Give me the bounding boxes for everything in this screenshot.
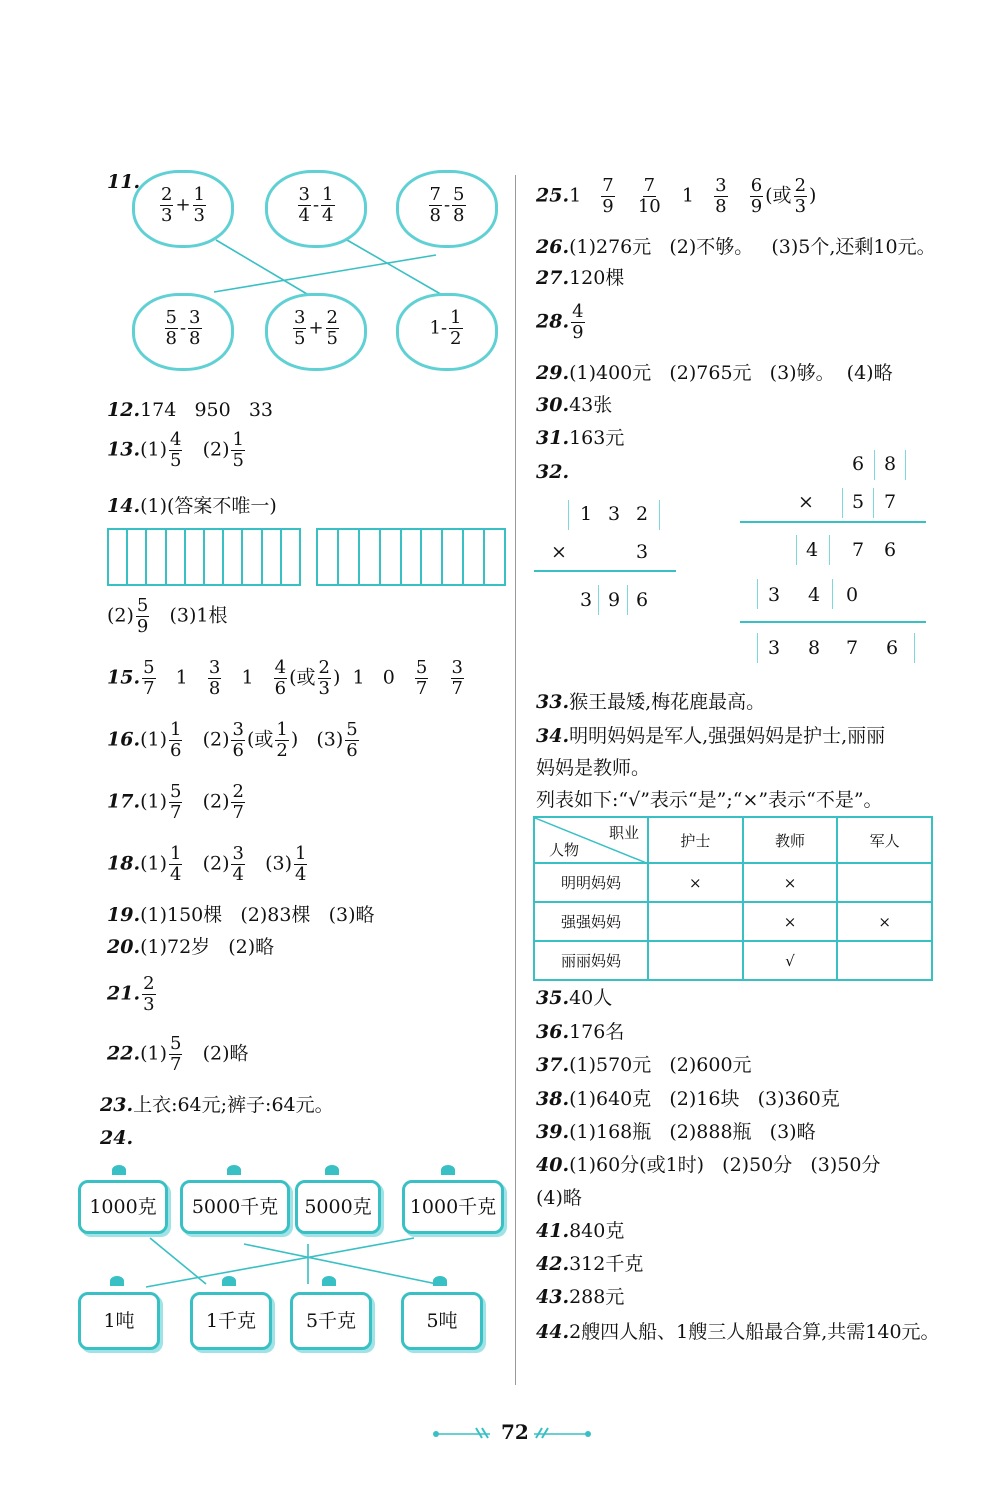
- q40-line2: (4)略: [536, 1187, 582, 1209]
- weight-knob: [227, 1165, 241, 1175]
- q15-answer: 15. $\frac{5}{7}$ 1 $\frac{3}{8}$ 1 $\frac{4}{6}$ (或 $\frac{2}{3}$ ) 1 0 $\frac{5}{7}$ $\frac{3}{7}$: [107, 657, 463, 699]
- q14-answer: 14.(1)(答案不唯一): [107, 495, 277, 517]
- weight-5kg: 5千克: [290, 1292, 372, 1350]
- weight-5000kg: 5000千克: [180, 1180, 290, 1234]
- q14-part2: (2) $\frac{5}{9}$ (3)1根: [107, 595, 228, 637]
- q34-line2: 妈妈是教师。: [536, 757, 651, 779]
- q37-answer: 37.(1)570元 (2)600元: [536, 1054, 752, 1076]
- q11-apple-1: $\frac{2}{3}$ + $\frac{1}{3}$: [132, 170, 234, 248]
- q11-number: 11.: [107, 171, 141, 193]
- weight-knob: [322, 1276, 336, 1286]
- q34-answer: 34.明明妈妈是军人,强强妈妈是护士,丽丽: [536, 725, 886, 747]
- q23-answer: 23.上衣:64元;裤子:64元。: [100, 1094, 334, 1116]
- q21-answer: 21. $\frac{2}{3}$: [107, 973, 155, 1015]
- table-cell: [837, 863, 932, 902]
- weight-knob: [222, 1276, 236, 1286]
- table-cell: [648, 902, 743, 941]
- q44-answer: 44.2艘四人船、1艘三人船最合算,共需140元。: [536, 1321, 940, 1343]
- weight-1t: 1吨: [78, 1292, 160, 1350]
- q22-answer: 22.(1) $\frac{5}{7}$ (2)略: [107, 1033, 249, 1075]
- weight-knob: [441, 1165, 455, 1175]
- q39-answer: 39.(1)168瓶 (2)888瓶 (3)略: [536, 1121, 816, 1143]
- weight-knob: [112, 1165, 126, 1175]
- table-cell: ×: [743, 863, 838, 902]
- table-corner-cell: [534, 817, 648, 863]
- table-cell: [837, 941, 932, 980]
- q40-answer: 40.(1)60分(或1时) (2)50分 (3)50分: [536, 1154, 881, 1176]
- q36-answer: 36.176名: [536, 1021, 625, 1043]
- table-cell: [648, 941, 743, 980]
- q11-apple-2: $\frac{3}{4}$ - $\frac{1}{4}$: [265, 170, 367, 248]
- q28-answer: 28. $\frac{4}{9}$: [536, 301, 584, 343]
- weight-knob: [325, 1165, 339, 1175]
- corner-top-label: 职业: [608, 824, 639, 842]
- table-cell: √: [743, 941, 838, 980]
- q33-answer: 33.猴王最矮,梅花鹿最高。: [536, 691, 766, 713]
- q42-answer: 42.312千克: [536, 1253, 644, 1275]
- q16-answer: 16.(1) $\frac{1}{6}$ (2) $\frac{3}{6}$ (或 $\frac{1}{2}$ ) (3) $\frac{5}{6}$: [107, 719, 358, 761]
- q11-apple-4: $\frac{5}{8}$ - $\frac{3}{8}$: [132, 293, 234, 371]
- q12-answer: 12.174 950 33: [107, 399, 274, 421]
- row-header: 强强妈妈: [534, 902, 648, 941]
- table-cell: ×: [648, 863, 743, 902]
- q18-answer: 18.(1) $\frac{1}{4}$ (2) $\frac{3}{4}$ (3) $\frac{1}{4}$: [107, 843, 307, 885]
- column-header: 护士: [648, 817, 743, 863]
- table-row: [534, 941, 932, 980]
- table-cell: ×: [837, 902, 932, 941]
- q27-answer: 27.120棵: [536, 267, 625, 289]
- q25-answer: 25.1 $\frac{7}{9}$ $\frac{7}{10}$ 1 $\frac{3}{8}$ $\frac{6}{9}$ (或 $\frac{2}{3}$ ): [536, 175, 817, 217]
- column-header: 军人: [837, 817, 932, 863]
- page-number: 72: [501, 1420, 529, 1444]
- q34-line3: 列表如下:“√”表示“是”;“×”表示“不是”。: [536, 789, 883, 811]
- weight-5000g: 5000克: [295, 1180, 381, 1234]
- footer-ornament-right: [530, 1424, 592, 1444]
- q26-answer: 26.(1)276元 (2)不够。 (3)5个,还剩10元。: [536, 236, 936, 258]
- q29-answer: 29.(1)400元 (2)765元 (3)够。 (4)略: [536, 362, 893, 384]
- weight-knob: [110, 1276, 124, 1286]
- q34-table: [533, 816, 933, 981]
- q24-number: 24.: [100, 1127, 134, 1149]
- q11-apple-5: $\frac{3}{5}$ + $\frac{2}{5}$: [265, 293, 367, 371]
- table-cell: ×: [743, 902, 838, 941]
- weight-1000kg: 1000千克: [402, 1180, 504, 1234]
- q35-answer: 35.40人: [536, 987, 613, 1009]
- q11-apple-6: 1- $\frac{1}{2}$: [396, 293, 498, 371]
- footer-ornament-left: [432, 1424, 494, 1444]
- weight-5t: 5吨: [401, 1292, 483, 1350]
- q11-apple-3: $\frac{7}{8}$ - $\frac{5}{8}$: [396, 170, 498, 248]
- q19-answer: 19.(1)150棵 (2)83棵 (3)略: [107, 904, 375, 926]
- q41-answer: 41.840克: [536, 1220, 625, 1242]
- q13-answer: 13.(1) $\frac{4}{5}$ (2) $\frac{1}{5}$: [107, 429, 244, 471]
- q31-answer: 31.163元: [536, 427, 625, 449]
- q32-number: 32.: [536, 461, 570, 483]
- row-header: 丽丽妈妈: [534, 941, 648, 980]
- table-row: [534, 902, 932, 941]
- corner-bottom-label: 人物: [549, 841, 580, 859]
- q38-answer: 38.(1)640克 (2)16块 (3)360克: [536, 1088, 840, 1110]
- column-header: 教师: [743, 817, 838, 863]
- q43-answer: 43.288元: [536, 1286, 625, 1308]
- q30-answer: 30.43张: [536, 394, 613, 416]
- q17-answer: 17.(1) $\frac{5}{7}$ (2) $\frac{2}{7}$: [107, 781, 244, 823]
- q20-answer: 20.(1)72岁 (2)略: [107, 936, 275, 958]
- row-header: 明明妈妈: [534, 863, 648, 902]
- weight-knob: [433, 1276, 447, 1286]
- table-row: [534, 863, 932, 902]
- weight-1kg: 1千克: [190, 1292, 272, 1350]
- weight-1000g: 1000克: [78, 1180, 168, 1234]
